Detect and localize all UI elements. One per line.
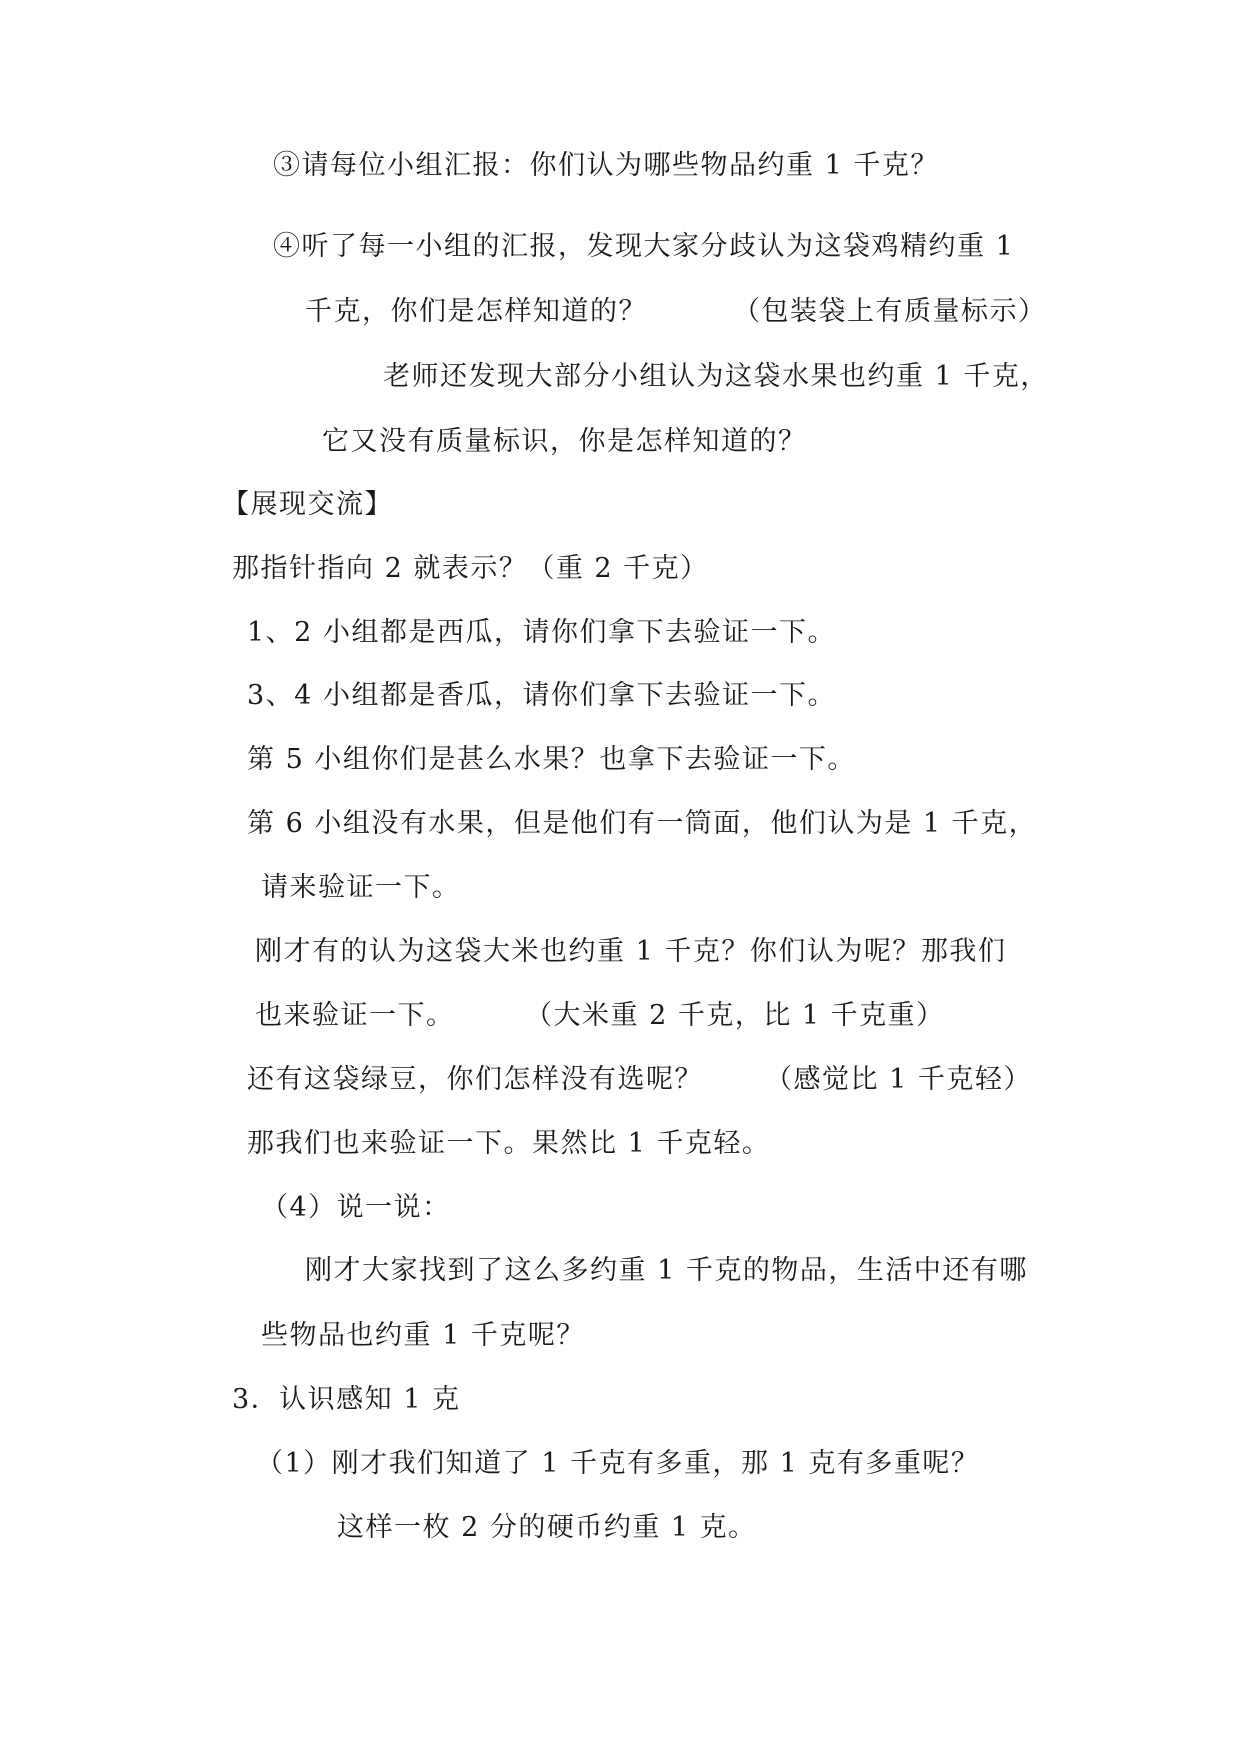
- text-line-other-items: 些物品也约重 1 千克呢？: [261, 1320, 585, 1351]
- text-line-mung-beans: 还有这袋绿豆，你们怎样没有选呢？: [247, 1064, 703, 1095]
- text-line-found-items: 刚才大家找到了这么多约重 1 千克的物品，生活中还有哪: [305, 1255, 1028, 1286]
- text-line-group-6: 第 6 小组没有水果，但是他们有一筒面，他们认为是 1 千克，: [247, 808, 1038, 839]
- text-line-pointer: 那指针指向 2 就表示？（重 2 千克）: [232, 553, 709, 584]
- text-line-group-3-4: 3、4 小组都是香瓜，请你们拿下去验证一下。: [247, 680, 836, 711]
- text-line-lighter: 那我们也来验证一下。果然比 1 千克轻。: [247, 1128, 771, 1159]
- subheading-say: （4）说一说：: [261, 1192, 451, 1223]
- text-line-coin: 这样一枚 2 分的硬币约重 1 克。: [337, 1512, 757, 1543]
- text-line-teacher-found: 老师还发现大部分小组认为这袋水果也约重 1 千克，: [383, 361, 1049, 392]
- text-line-beans-answer: （感觉比 1 千克轻）: [765, 1064, 1032, 1095]
- text-line-rice: 刚才有的认为这袋大米也约重 1 千克？你们认为呢？那我们: [255, 936, 1007, 967]
- text-line-no-label: 它又没有质量标识，你是怎样知道的？: [322, 426, 807, 457]
- text-line-rice-answer: （大米重 2 千克，比 1 千克重）: [525, 1000, 945, 1031]
- text-line-how-know: 千克，你们是怎样知道的？: [305, 296, 647, 327]
- text-line-group-5: 第 5 小组你们是甚么水果？也拿下去验证一下。: [247, 744, 856, 775]
- section-heading-exchange: 【展现交流】: [222, 489, 393, 520]
- text-line-also-verify: 也来验证一下。: [255, 1000, 455, 1031]
- text-line-verify: 请来验证一下。: [261, 872, 461, 903]
- text-line-how-heavy: （1）刚才我们知道了 1 千克有多重，那 1 克有多重呢？: [256, 1448, 980, 1479]
- text-line-report-question: ③请每位小组汇报：你们认为哪些物品约重 1 千克？: [273, 150, 939, 181]
- text-line-group-1-2: 1、2 小组都是西瓜，请你们拿下去验证一下。: [247, 617, 836, 648]
- section-heading-gram: 3．认识感知 1 克: [232, 1384, 461, 1415]
- text-line-disagreement: ④听了每一小组的汇报，发现大家分歧认为这袋鸡精约重 1: [273, 231, 1015, 262]
- text-line-label-answer: （包装袋上有质量标示）: [733, 296, 1047, 327]
